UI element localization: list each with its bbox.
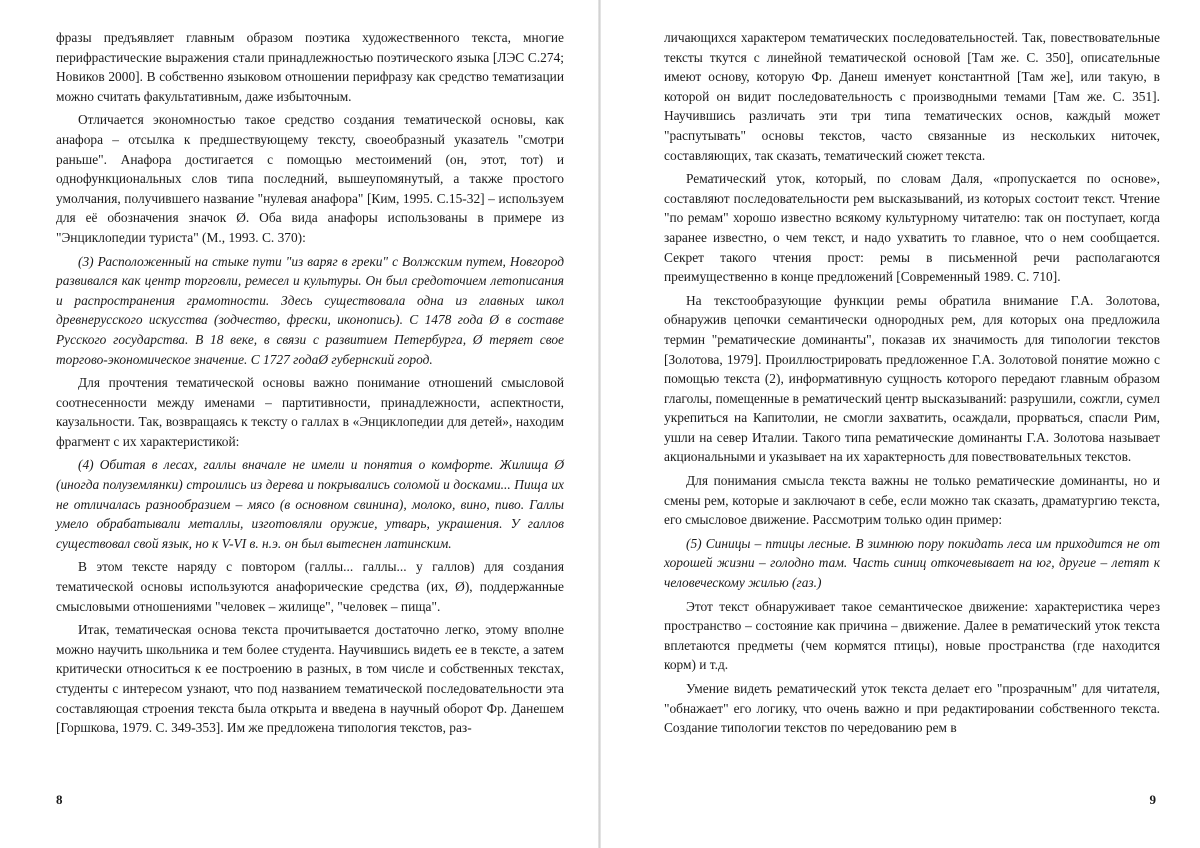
- paragraph: Этот текст обнаруживает такое семантическое движение: характеристика через пространство – состояние как причина – движение. Далее в рематический уток текста вплетаются предметы (чем кормятся птицы), новые пространства (где находится корм) и т.д.: [664, 598, 1160, 673]
- paragraph: Для понимания смысла текста важны не только рематические доминанты, но и смены рем, которые и заключают в себе, если можно так сказать, драматургию текста, его смысловое движение. Рассмотрим только один пример:: [664, 473, 1160, 528]
- paragraph: На текстообразующие функции ремы обратила внимание Г.А. Золотова, обнаружив цепочки семантически однородных рем, для которых она предложила термин "рематические доминанты", показав их значимость для типологии текстов [Золотова, 1979]. Проиллюстрировать предложенное Г.А. Золотовой понятие можно с помощью текста (2), информативную сущность которого передают главным образом глаголы, помещенные в рематический центр высказываний: разрушили, сожгли, сумел укрепиться на Капитолии, не смогли захватить, осаждали, прорваться, спасли Рим, ушли на север Италии. Такого типа рематические доминанты Г.А. Золотова называет акциональными и указывает на их характерность для повествовательных текстов.: [664, 292, 1160, 465]
- page-number: 8: [56, 792, 63, 807]
- paragraph: фразы предъявляет главным образом поэтика художественного текста, многие перифрастические выражения стали принадлежностью поэтического языка [ЛЭС С.274; Новиков 2000]. В собственно языковом отношении перифразу как средство тематизации можно считать факультативным, даже избыточным.: [56, 30, 564, 104]
- page-number: 9: [1149, 792, 1156, 807]
- paragraph: Умение видеть рематический уток текста делает его "прозрачным" для читателя, "обнажает" его логику, что очень важно и при редактировании собственного текста. Создание типологии текстов по чередованию рем в: [664, 681, 1160, 736]
- paragraph: Итак, тематическая основа текста прочитывается достаточно легко, этому вполне можно научить школьника и тем более студента. Научившись видеть ее в тексте, а затем критически относиться к ее построению в разных, в том числе и собственных текстах, студенты с интересом узнают, что под названием тематической последовательности эта составляющая строения текста была открыта и введена в научный оборот Фр. Данешем [Горшкова, 1979. С. 349-353]. Им же предложена типология текстов, раз-: [56, 622, 564, 736]
- example-paragraph: (4) Обитая в лесах, галлы вначале не имели и понятия о комфорте. Жилища Ø (иногда полуземлянки) строились из дерева и покрывались соломой и досками... Пища их не отличалась разнообразием – мясо (в основном свинина), молоко, вино, пиво. Галлы умело обрабатывали металлы, изготовляли оружие, утварь, украшения. У галлов существовал свой язык, но к V-VI в. н.э. он был вытеснен латинским.: [56, 457, 564, 551]
- paragraph: В этом тексте наряду с повтором (галлы... галлы... у галлов) для создания тематической основы используются анафорические средства (их, Ø), поддержанные смысловыми отношениями "человек – жилище", "человек – пища".: [56, 559, 564, 614]
- example-paragraph: (5) Синицы – птицы лесные. В зимнюю пору покидать леса им приходится не от хорошей жизни – голодно там. Часть синиц откочевывает на юг, другие – летят к человеческому жилью (газ.): [664, 535, 1160, 591]
- right-page: [600, 0, 1200, 848]
- paragraph: Отличается экономностью такое средство создания тематической основы, как анафора – отсылка к предшествующему тексту, своеобразный указатель "смотри раньше". Анафора достигается с помощью местоимений (он, этот, тот) и однофункциональных слов типа последний, вышеупомянутый, а также простого умолчания, получившего название "нулевая анафора" [Ким, 1995. С.15-32] – используем для её обозначения значок Ø. Оба вида анафоры использованы в примере из "Энциклопедии туриста" (М., 1993. С. 370):: [56, 112, 564, 245]
- paragraph: личающихся характером тематических последовательностей. Так, повествовательные тексты ткутся с линейной тематической основой [Там же. С. 350], описательные имеют основу, которую Фр. Данеш именует константной [Там же], или такую, в которой он видит последовательность с производными темами [Там же. С. 351]. Научившись различать эти три типа тематических основ, каждый может "распутывать" основы текстов, часто связанные из нескольких ниточек, составляющих, так сказать, тематический сюжет текста.: [664, 30, 1160, 163]
- paragraph: Для прочтения тематической основы важно понимание отношений смысловой соотнесенности между именами – партитивности, принадлежности, аспектности, каузальности. Так, возвращаясь к тексту о галлах в «Энциклопедии для детей», находим фрагмент с их характеристикой:: [56, 375, 564, 449]
- paragraph: Рематический уток, который, по словам Даля, «пропускается по основе», составляют последовательности рем высказываний, из которых состоит текст. Чтение "по ремам" хорошо известно всякому культурному читателю: так он поступает, когда заранее известно, о чем текст, и надо ухватить то главное, что о нем сообщается. Секрет такого чтения прост: ремы в письменной речи располагаются преимущественно в конце предложений [Современный 1989. С. 710].: [664, 171, 1160, 285]
- example-paragraph: (3) Расположенный на стыке пути "из варяг в греки" с Волжским путем, Новгород развивался как центр торговли, ремесел и культуры. Он был средоточием летописания и распространения грамотности. Здесь существовала одна из главных школ древнерусского искусства (зодчество, фрески, иконопись). С 1478 года Ø в составе Русского государства. В 18 веке, в связи с развитием Петербурга, Ø теряет свое торгово-экономическое значение. С 1727 годаØ губернский город.: [56, 253, 564, 367]
